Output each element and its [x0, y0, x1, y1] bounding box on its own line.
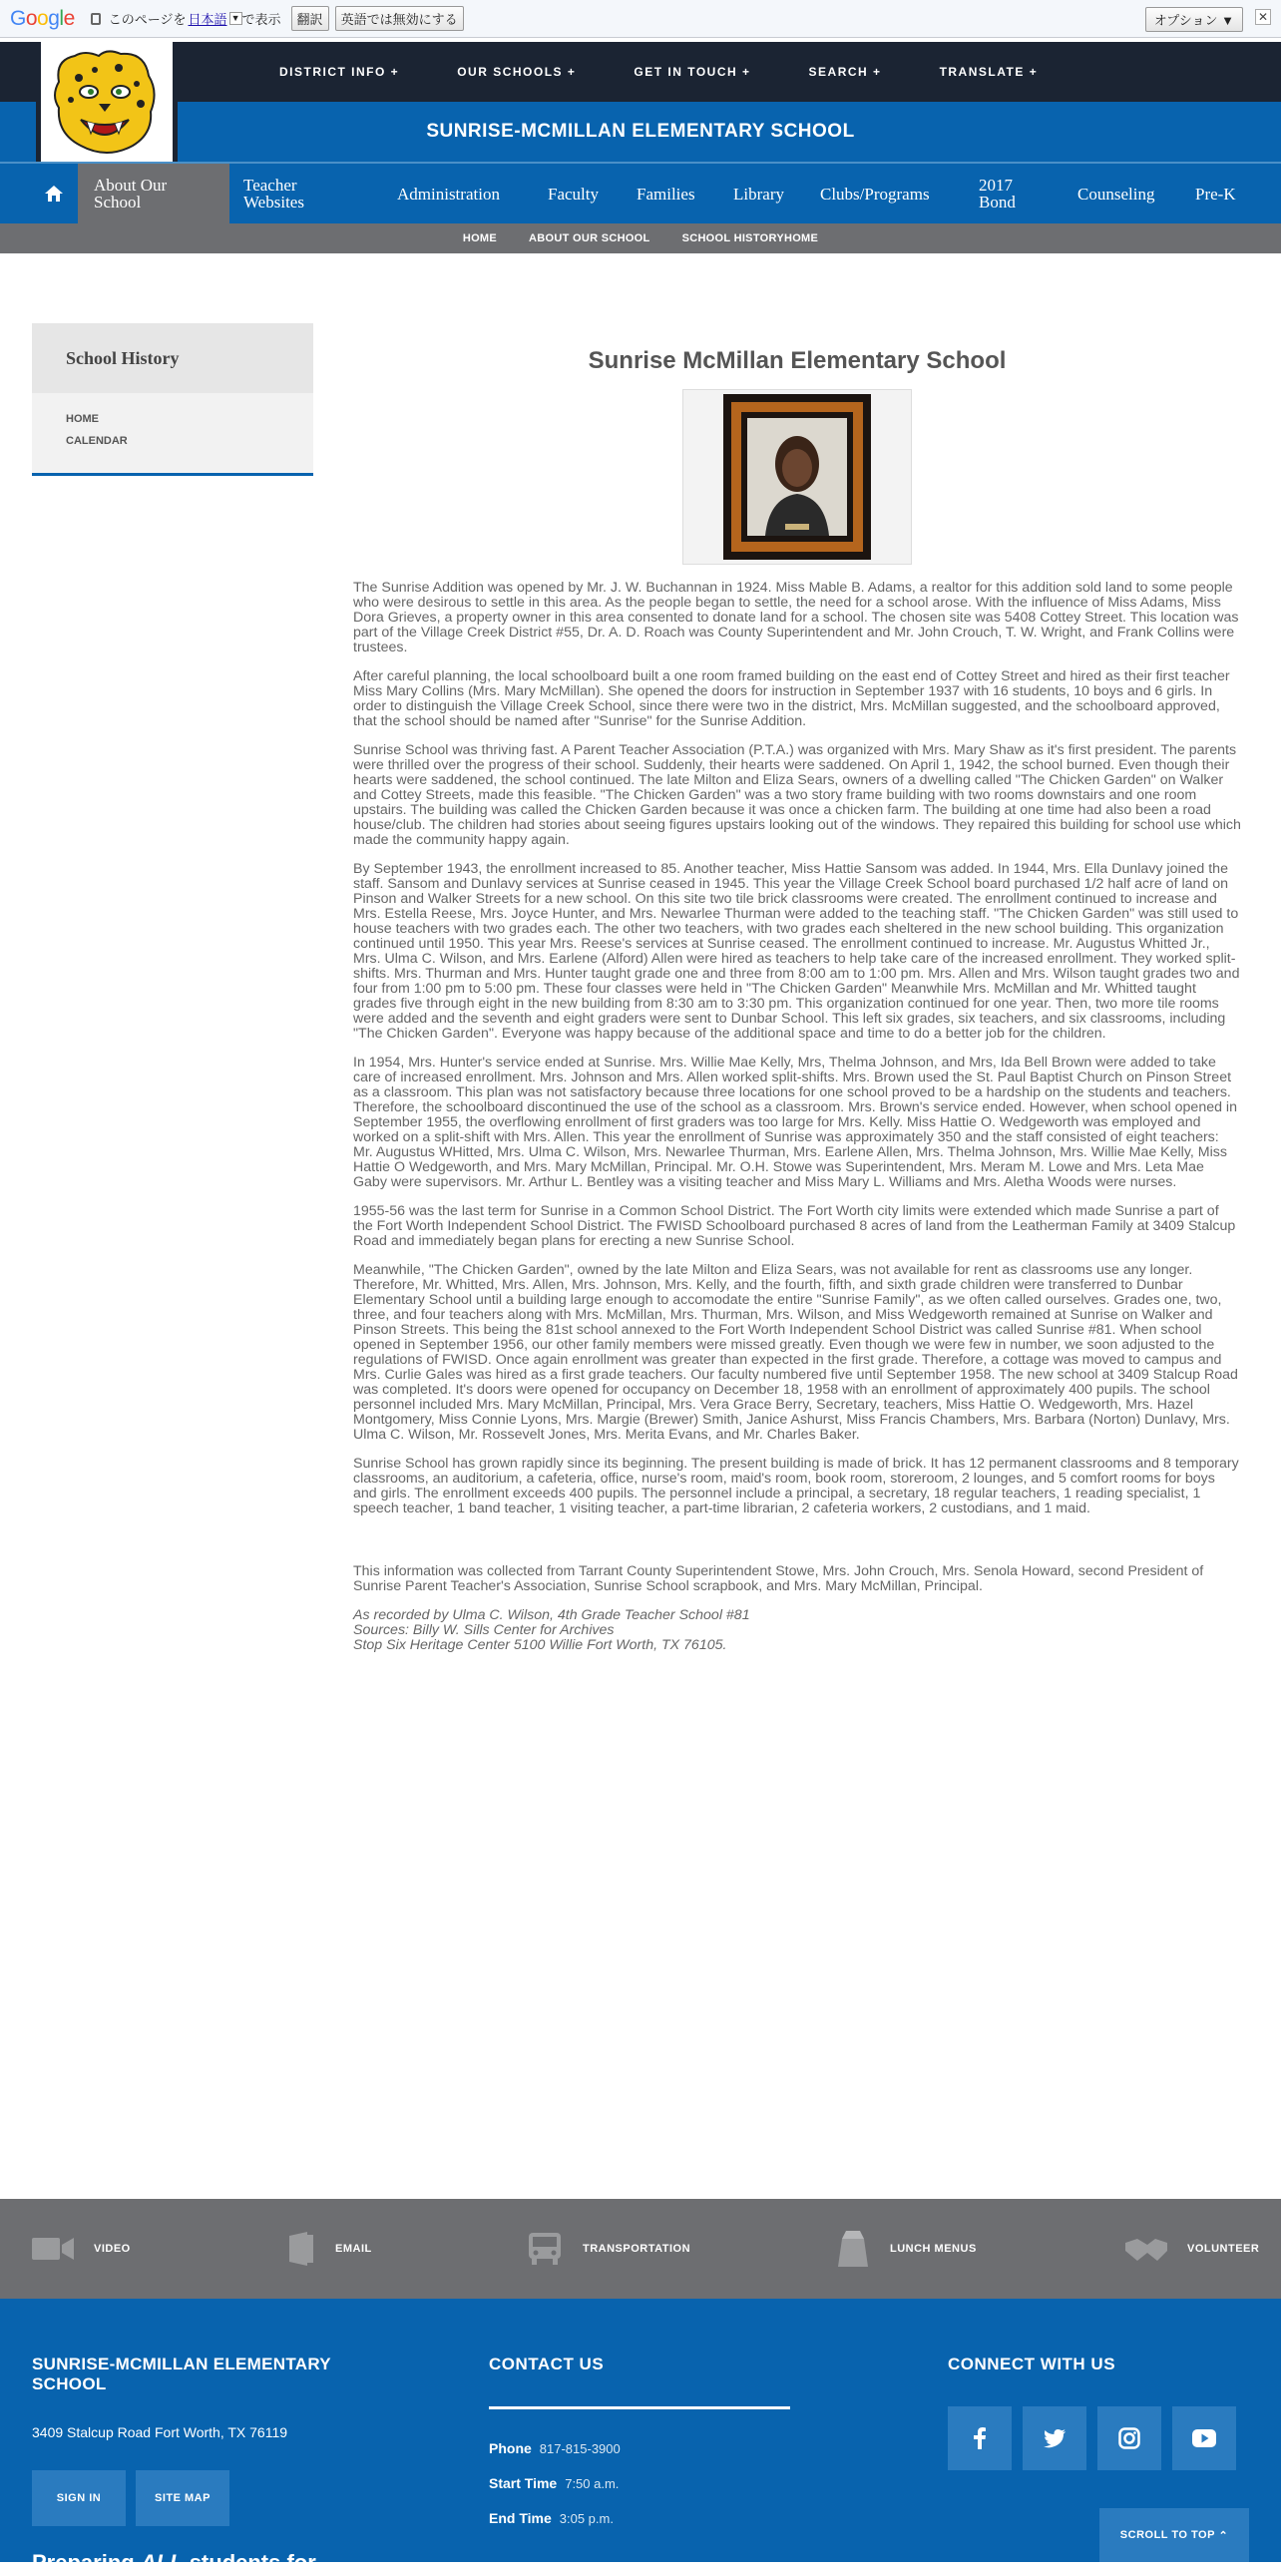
nav-teacher-websites[interactable]: Teacher Websites — [243, 176, 304, 212]
nav-families[interactable]: Families — [637, 184, 695, 204]
main-nav — [0, 162, 1281, 223]
twitter-icon[interactable] — [1023, 2406, 1086, 2470]
breadcrumb-about[interactable]: ABOUT OUR SCHOOL — [529, 232, 650, 244]
translate-suffix: で表示 — [241, 12, 281, 27]
facebook-icon[interactable] — [948, 2406, 1012, 2470]
site-map-button[interactable]: SITE MAP — [136, 2470, 229, 2526]
quick-link-transportation[interactable]: TRANSPORTATION — [527, 2199, 690, 2299]
history-paragraph: The Sunrise Addition was opened by Mr. J. W. Buchannan in 1924. Miss Mable B. Adams, a realtor for this addition sold land to some people who were desirous to settle in this area. As the people began to settle, the need for a school arose. With the influence of Miss Adams, Miss Dora Grieves, a property owner in this area consented to donate land for a school. The chosen site was 5408 Cottey Street. This location was part of the Village Creek District #55, Dr. A. D. Roach was County Superintendent and Mr. John Crouch, T. W. Wright, and Frank Collins were trustees. — [353, 580, 1239, 655]
nav-counseling[interactable]: Counseling — [1077, 184, 1155, 204]
contact-phone: Phone 817-815-3900 — [489, 2440, 621, 2456]
footer-tagline: Preparing ALL students for — [32, 2550, 316, 2575]
history-paragraph: Sunrise School was thriving fast. A Parent Teacher Association (P.T.A.) was organized with Mrs. Mary Shaw as it's first president. The parents were thrilled over the progress of their school. Suddenly, their hearts were saddened. On April 1, 1942, the school burned. Even though their hearts were saddened, the school continued. The late Milton and Eliza Sears, owners of a dwelling called "The Chicken Garden" on Walker and Cottey Streets, made this feasible. "The Chicken Garden" was a two story frame building with two rooms downstairs and one room upstairs. The building was called the Chicken Garden because it was once a chicken farm. The building at one time had also been a road house/club. The children had stories about seeing figures upstairs looking out of the windows. They repaired this building for school use which made the community happy again. — [353, 742, 1241, 848]
top-nav-our-schools[interactable]: OUR SCHOOLS + — [457, 65, 577, 79]
handshake-icon — [1125, 2235, 1167, 2263]
school-name[interactable]: SUNRISE-MCMILLAN ELEMENTARY SCHOOL — [426, 121, 855, 142]
quick-link-email[interactable]: EMAIL — [285, 2199, 372, 2299]
scroll-to-top-button[interactable]: SCROLL TO TOP ⌃ — [1099, 2508, 1249, 2562]
top-nav-search[interactable]: SEARCH + — [808, 65, 882, 79]
credit-line: As recorded by Ulma C. Wilson, 4th Grade Teacher School #81 — [353, 1607, 750, 1623]
instagram-icon[interactable] — [1097, 2406, 1161, 2470]
nav-faculty[interactable]: Faculty — [548, 184, 599, 204]
nav-2017-bond[interactable]: 2017 Bond — [979, 176, 1016, 212]
nav-pre-k[interactable]: Pre-K — [1195, 184, 1236, 204]
sidebar-link-calendar[interactable]: CALENDAR — [66, 435, 128, 447]
credits — [353, 1608, 1241, 1653]
breadcrumb — [0, 223, 1281, 253]
nav-administration[interactable]: Administration — [397, 184, 500, 204]
language-link[interactable]: 日本語 — [188, 12, 227, 27]
options-button[interactable]: オプション ▼ — [1145, 7, 1243, 32]
youtube-icon[interactable] — [1172, 2406, 1236, 2470]
disable-translate-button[interactable]: 英語では無効にする — [335, 6, 464, 31]
credit-line: Sources: Billy W. Sills Center for Archives — [353, 1622, 615, 1638]
footer — [0, 2299, 1281, 2575]
credit-line: Stop Six Heritage Center 5100 Willie Fort Worth, TX 76105. — [353, 1637, 727, 1653]
close-icon[interactable]: ✕ — [1255, 9, 1271, 25]
door-icon — [285, 2232, 315, 2266]
source-note: This information was collected from Tarrant County Superintendent Stowe, Mrs. John Crouch, Mrs. Senola Howard, second President of Sunrise Parent Teacher's Association, Sunrise School scrapbook, and Mrs. Mary McMillan, Principal. — [353, 1563, 1204, 1594]
lock-icon — [91, 13, 101, 25]
translate-bar — [0, 0, 1281, 38]
history-paragraph: By September 1943, the enrollment increased to 85. Another teacher, Miss Hattie Sansom was added. In 1944, Mrs. Ella Dunlavy joined the staff. Sansom and Dunlavy services at Sunrise ceased in 1945. This year the Village Creek School board purchased 1/2 half acre of land on Pinson and Walker Streets for a new school. On this site two tile brick classrooms were created. The enrollment continued to increase and Mrs. Estella Reese, Mrs. Joyce Hunter, and Mrs. Newarlee Thurman were added to the teaching staff. "The Chicken Garden" was still used to house teachers with two grades each. The other two teachers, with two grades each sheltered in the new school building. This organization continued until 1950. This year Mrs. Reese's services at Sunrise ceased. The enrollment continued to increase. Mr. Augustus Whitted Jr., Mrs. Ulma C. Wilson, and Mrs. Earlene (Alford) Allen were hired as teachers to help take care of the increased enrollment. They worked split-shifts. Mrs. Thurman and Mrs. Hunter taught grade one and three from 8:00 am to 1:00 pm. Mrs. Allen and Mrs. Wilson taught grades two and four from 1:00 pm to 5:00 pm. These four classes were held in "The Chicken Garden" Meanwhile Mrs. McMillan and Mr. Whitted taught grades five through eight in the new building from 8:30 am to 3:30 pm. This organization continued for one year. Then, two more tile rooms were added and the seventh and eight graders were sent to Dunbar School. This left six grades, six teachers, and six classrooms, including "The Chicken Garden". Everyone was happy because of the additional space and time to do a better job for the children. — [353, 861, 1240, 1042]
history-paragraph: After careful planning, the local schoolboard built a one room framed building on the east end of Cottey Street and hired as their first teacher Miss Mary Collins (Mrs. Mary McMillan). She opened the doors for instruction in September 1937 with 16 students, 10 boys and 6 girls. In order to distinguish the Village Creek School, since there were two in the district, Mrs. McMillan suggested, and the schoolboard approved, that the school should be named after "Sunrise" for the Sunrise Addition. — [353, 668, 1230, 729]
top-nav-district-info[interactable]: DISTRICT INFO + — [279, 65, 400, 79]
footer-address: 3409 Stalcup Road Fort Worth, TX 76119 — [32, 2424, 288, 2440]
video-camera-icon — [32, 2236, 74, 2262]
page-title: Sunrise McMillan Elementary School — [588, 347, 1007, 374]
history-paragraph: 1955-56 was the last term for Sunrise in a Common School District. The Fort Worth city limits were extended which made Sunrise a part of the Fort Worth Independent School District. The FWISD Schoolboard purchased 8 acres of land from the Leatherman Family at 3409 Stalcup Road and immediately began plans for erecting a new Sunrise School. — [353, 1203, 1236, 1249]
quick-link-video[interactable]: VIDEO — [32, 2199, 131, 2299]
top-nav — [279, 42, 1095, 102]
quick-links-bar — [0, 2199, 1281, 2299]
contact-start-time: Start Time 7:50 a.m. — [489, 2475, 620, 2491]
sidebar — [32, 323, 313, 476]
chevron-up-icon: ⌃ — [1218, 2529, 1229, 2542]
nav-library[interactable]: Library — [733, 184, 784, 204]
translate-button[interactable]: 翻訳 — [291, 6, 329, 31]
sidebar-title: School History — [32, 323, 313, 393]
school-logo[interactable] — [36, 42, 178, 162]
main-content — [353, 347, 1241, 1653]
sidebar-link-home[interactable]: HOME — [66, 413, 99, 425]
contact-divider — [489, 2406, 790, 2409]
nav-about-our-school[interactable]: About Our School — [78, 164, 229, 223]
breadcrumb-school-history[interactable]: SCHOOL HISTORYHOME — [681, 232, 819, 244]
portrait-photo — [682, 389, 912, 565]
history-paragraph: Meanwhile, "The Chicken Garden", owned by the late Milton and Eliza Sears, was not available for rent as classrooms use any longer. Therefore, Mr. Whitted, Mrs. Allen, Mrs. Johnson, Mrs. Kelly, and the fourth, fifth, and sixth grade children were transferred to Dunbar Elementary School until a building large enough to accomodate the entire "Sunrise Family", as we often called ourselves. Grades one, two, three, and four teachers along with Mrs. McMillan, Mrs. Thurman, Mrs. Wilson, and Miss Wedgeworth remained at Sunrise on Walker and Pinson Streets. This being the 81st school annexed to the Fort Worth Independent School District was called Sunrise #81. When school opened in September 1956, our other family members were missed greatly. Even though we were few in number, we soon adjusted to the regulations of FWISD. Once again enrollment was greater than expected in the first grade. Therefore, a cottage was moved to campus and Mrs. Curlie Gales was hired as a first grade teachers. Our faculty numbered five until September 1958. The new school at 3409 Stalcup Road was completed. It's doors were opened for occupancy on December 18, 1958 with an enrollment of approximately 400 pupils. The school personnel included Mrs. Mary McMillan, Principal, Mrs. Vera Grace Berry, Secretary, teachers, Miss Hattie O. Wedgeworth, Mrs. Hazel Montgomery, Miss Connie Lyons, Mrs. Margie (Brewer) Smith, Janice Ashurst, Miss Francis Chambers, Mrs. Barbara (Norton) Dunlavy, Mrs. Ulma C. Wilson, Mr. Rossevelt Jones, Mrs. Merita Evans, and Mr. Charles Baker. — [353, 1262, 1238, 1443]
sidebar-links — [32, 393, 313, 476]
bus-icon — [527, 2233, 563, 2265]
language-dropdown-icon[interactable]: ▼ — [229, 12, 242, 25]
footer-school-name: SUNRISE-MCMILLAN ELEMENTARY SCHOOL — [32, 2355, 331, 2393]
breadcrumb-home[interactable]: HOME — [462, 232, 498, 244]
history-paragraph: In 1954, Mrs. Hunter's service ended at Sunrise. Mrs. Willie Mae Kelly, Mrs, Thelma Johnson, and Mrs, Ida Bell Brown were added to take care of increased enrollment. Mrs. Johnson and Mrs. Allen worked split-shifts. Mrs. Brown used the St. Paul Baptist Church on Pinson Street as a classroom. This plan was not satisfactory because three locations for one school proved to be a hardship on the students and teachers. Therefore, the schoolboard discontinued the use of the school as a classroom. Mrs. Brown's service ended. However, when school opened in September 1955, the overflowing enrollment of first graders was too large for Mrs. Kelly. Miss Hattie O. Wedgeworth was employed and worked on a split-shift with Mrs. Allen. This year the enrollment of Sunrise was approximately 350 and the staff consisted of eight teachers: Mr. Augustus WHitted, Mrs. Ulma C. Wilson, Mrs. Newarlee Thurman, Mrs. Earlene Allen, Mrs. Thelma Johnson, Mrs. Willie Mae Kelly, Miss Hattie O Wedgeworth, and Mrs. Mary McMillan, Principal. Mr. O.H. Stowe was Superintendent, Mrs. Meram M. Lowe and Mrs. Leta Mae Gaby were supervisors. Mr. Arthur L. Bentley was a visiting teacher and Miss Mary L. Williams and Mrs. Aletha Woods were nurses. — [353, 1055, 1237, 1190]
top-nav-translate[interactable]: TRANSLATE + — [939, 65, 1039, 79]
jaguar-logo-icon — [41, 42, 173, 162]
home-icon[interactable] — [30, 164, 78, 223]
contact-end-time: End Time 3:05 p.m. — [489, 2510, 614, 2526]
sign-in-button[interactable]: SIGN IN — [32, 2470, 126, 2526]
nav-clubs-programs[interactable]: Clubs/Programs — [820, 184, 930, 204]
phone-number[interactable]: 817-815-3900 — [539, 2441, 621, 2456]
top-nav-get-in-touch[interactable]: GET IN TOUCH + — [634, 65, 751, 79]
translate-prefix: このページを — [108, 12, 187, 27]
lunch-bag-icon — [836, 2231, 870, 2267]
connect-heading: CONNECT WITH US — [948, 2355, 1116, 2373]
google-logo[interactable]: Google — [10, 6, 75, 30]
quick-link-lunch-menus[interactable]: LUNCH MENUS — [836, 2199, 977, 2299]
contact-heading: CONTACT US — [489, 2355, 605, 2373]
history-paragraph: Sunrise School has grown rapidly since its beginning. The present building is made of brick. It has 12 permanent classrooms and 8 temporary classrooms, an auditorium, a cafeteria, office, nurse's room, maid's room, book room, storeroom, 2 lounges, and 5 comfort rooms for boys and girls. The enrollment exceeds 400 pupils. The personnel include a principal, a secretary, 18 regular teachers, 1 reading specialist, 1 speech teacher, 1 band teacher, 1 visiting teacher, a part-time librarian, 2 cafeteria workers, 2 custodians, and 1 maid. — [353, 1456, 1239, 1516]
quick-link-volunteer[interactable]: VOLUNTEER — [1125, 2199, 1259, 2299]
